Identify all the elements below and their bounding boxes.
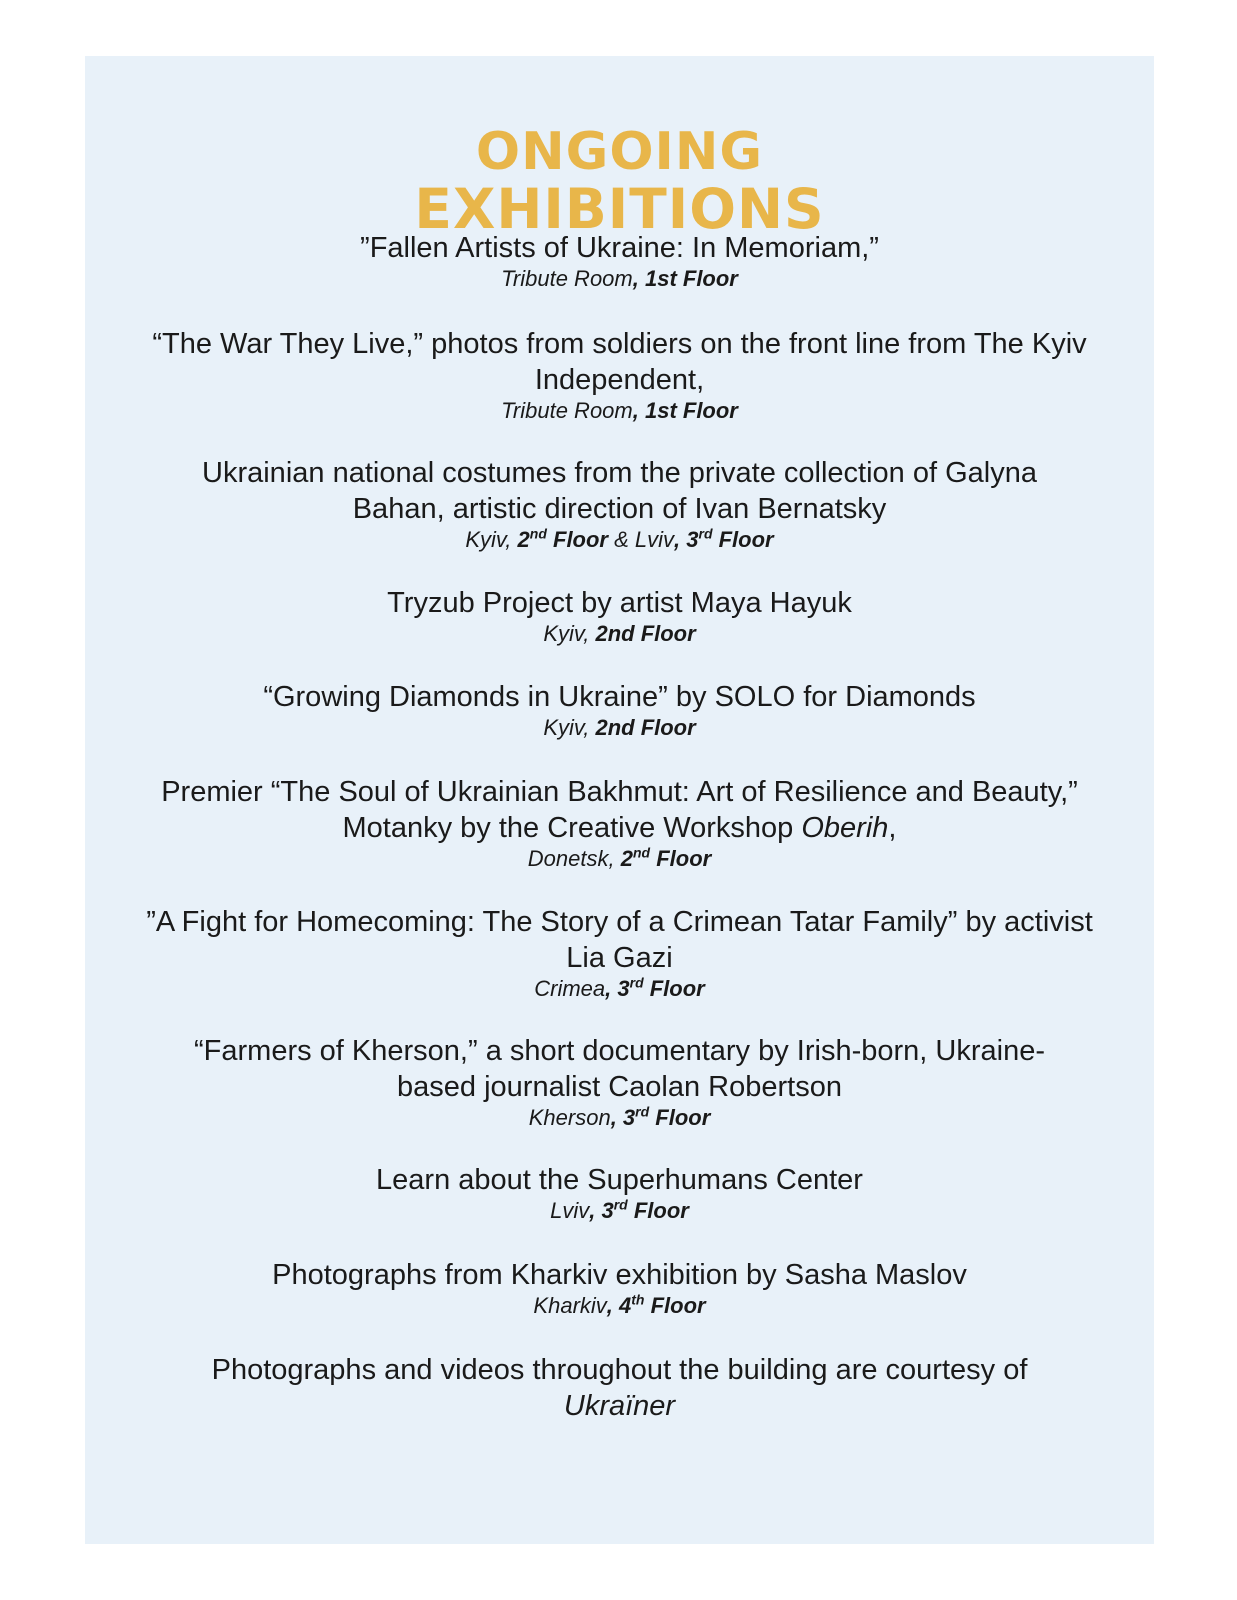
exhibition-entry — [125, 585, 1114, 647]
location-segment: Tribute Room — [501, 398, 633, 423]
location-segment: Floor — [650, 846, 712, 871]
location-segment: , 4 — [606, 1293, 632, 1318]
footer-italic: Ukraïner — [563, 1390, 676, 1422]
location-segment: Floor — [712, 527, 774, 552]
exhibition-title — [145, 774, 1094, 846]
location-segment: Kyiv, — [543, 715, 596, 740]
location-segment: , 3 — [674, 527, 699, 552]
exhibition-title-text: Premier “The Soul of Ukrainian Bakhmut: Art of Resilience and Beauty,” Motanky by the Creative Workshop — [161, 776, 1078, 844]
exhibition-title-tail: , — [888, 812, 897, 844]
footer-note — [130, 1352, 1109, 1424]
location-segment: nd — [529, 525, 547, 542]
exhibition-entry — [180, 455, 1059, 553]
location-segment: rd — [635, 1103, 650, 1120]
location-segment: , 3 — [589, 1198, 614, 1223]
location-segment: nd — [632, 844, 651, 861]
exhibition-entry — [285, 230, 954, 292]
exhibition-title: Tryzub Project by artist Maya Hayuk — [387, 587, 852, 619]
location-segment: , 1st Floor — [632, 266, 738, 291]
location-segment: Kherson — [528, 1105, 611, 1130]
location-segment: , 3 — [610, 1105, 636, 1130]
exhibition-entry — [125, 1162, 1114, 1224]
location-segment: & Lviv — [608, 527, 675, 552]
exhibition-title: Photographs from Kharkiv exhibition by Sasha Maslov — [272, 1259, 967, 1291]
exhibition-title: “The War They Live,” photos from soldiers on the front line from The Kyiv Independent, — [152, 328, 1087, 396]
location-segment: Floor — [546, 527, 608, 552]
location-segment: Donetsk, — [527, 846, 621, 871]
exhibition-entry — [130, 904, 1109, 1002]
exhibition-entry — [180, 1033, 1059, 1131]
exhibition-entry — [145, 774, 1094, 872]
location-segment: , 3 — [605, 976, 630, 1001]
exhibition-entry — [125, 679, 1114, 741]
location-segment: Floor — [627, 1198, 689, 1223]
exhibition-title: “Growing Diamonds in Ukraine” by SOLO for Diamonds — [263, 681, 976, 713]
location-segment: 2nd Floor — [595, 621, 696, 646]
exhibition-title-italic: Oberih — [801, 812, 889, 844]
location-segment: Floor — [644, 1293, 706, 1318]
exhibition-location — [125, 1198, 1114, 1224]
exhibition-location — [125, 621, 1114, 647]
exhibition-location — [130, 398, 1109, 424]
location-segment: Kyiv, — [465, 527, 518, 552]
exhibition-location — [180, 527, 1059, 553]
location-segment: Lviv — [550, 1198, 590, 1223]
location-segment: Kharkiv — [533, 1293, 607, 1318]
exhibition-location — [180, 1105, 1059, 1131]
exhibition-location — [285, 266, 954, 292]
location-segment: 2 — [620, 846, 633, 871]
location-segment: Tribute Room — [501, 266, 633, 291]
title-line-2: EXHIBITIONS — [414, 177, 825, 241]
location-segment: 2 — [517, 527, 530, 552]
location-segment: Crimea — [534, 976, 606, 1001]
location-segment: th — [631, 1291, 645, 1308]
location-segment: Floor — [643, 976, 705, 1001]
exhibition-title: Learn about the Superhumans Center — [376, 1164, 863, 1196]
page-title — [85, 122, 1154, 241]
exhibition-location — [130, 976, 1109, 1002]
location-segment: Kyiv, — [543, 621, 596, 646]
location-segment: rd — [613, 1196, 628, 1213]
exhibition-title: ”Fallen Artists of Ukraine: In Memoriam,” — [360, 232, 879, 264]
title-line-1: ONGOING — [475, 122, 764, 182]
location-segment: Floor — [649, 1105, 711, 1130]
exhibitions-panel — [85, 56, 1154, 1544]
exhibition-title: Ukrainian national costumes from the private collection of Galyna Bahan, artistic direction of Ivan Bernatsky — [202, 457, 1037, 525]
exhibition-location — [145, 846, 1094, 872]
location-segment: rd — [698, 525, 713, 542]
exhibition-entry — [125, 1257, 1114, 1319]
location-segment: , 1st Floor — [632, 398, 738, 423]
location-segment: rd — [629, 974, 644, 991]
exhibition-location — [125, 715, 1114, 741]
exhibition-title: ”A Fight for Homecoming: The Story of a Crimean Tatar Family” by activist Lia Gazi — [146, 906, 1093, 974]
exhibition-location — [125, 1293, 1114, 1319]
exhibition-entry — [130, 326, 1109, 424]
footer-text: Photographs and videos throughout the building are courtesy of — [211, 1354, 1028, 1386]
exhibition-title: “Farmers of Kherson,” a short documentary by Irish-born, Ukraine-based journalist Caolan Robertson — [194, 1035, 1045, 1103]
location-segment: 2nd Floor — [595, 715, 696, 740]
